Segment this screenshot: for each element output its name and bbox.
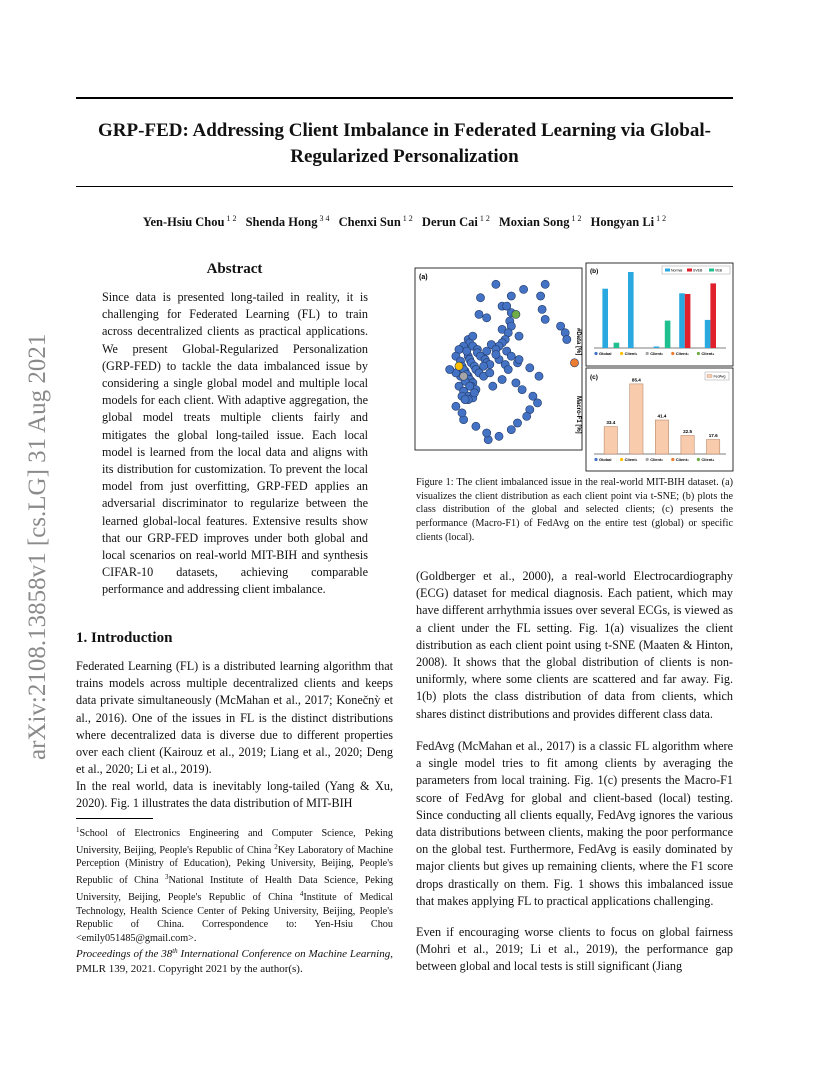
bar [604,427,617,454]
category-marker [594,458,597,461]
scatter-point [507,352,515,360]
category-label: Client₂ [650,351,664,356]
footnote-rule [76,818,153,819]
scatter-point [458,409,466,417]
scatter-point [495,432,503,440]
paragraph: Federated Learning (FL) is a distributed learning algorithm that trains models across multiple decentralized clients and keeps data private simultaneously (McMahan et al., 2017; Konečnỳ et al., 2016). One of the issues in FL is the distinct distributions where decentralized data is diverse due to different properties over each client (Kairouz et al., 2019; Liang et al., 2020; Deng et al., 2020; Li et al., 2019). [76,659,393,777]
paragraph: In the real world, data is inevitably long-tailed (Yang & Xu, 2020). Fig. 1 illustrates the data distribution of MIT-BIH [76,779,393,811]
scatter-plot [446,280,579,444]
author-list [76,214,733,230]
data-label: 33.4 [606,420,616,426]
category-label: Client₁ [624,351,638,356]
panel-b-label: (b) [590,268,599,275]
scatter-point [541,315,549,323]
figure-1 [414,258,734,472]
scatter-point [523,412,531,420]
bar [705,320,711,348]
author: Shenda Hong $^{3 4}$ [245,214,330,229]
scatter-point [470,389,478,397]
scatter-point [486,369,494,377]
scatter-point [515,332,523,340]
scatter-point [507,426,515,434]
figure-caption: Figure 1: The client imbalanced issue in the real-world MIT-BIH dataset. (a) visualizes the client distribution as each client point via t-SNE; (b) plots the class distribution of the global and selected clients; (c) presents the performance (Macro-F1) of FedAvg on the entire test (global) or specific clients (local). [416,477,733,543]
author: Derun Cai $^{1 2}$ [421,214,490,229]
paragraph: FedAvg (McMahan et al., 2017) is a classic FL algorithm where a single model tries to fit among clients by averaging the parameters from local training. Fig. 1(c) presents the Macro-F1 score of FedAvg for global and client-based (local) testing. Since conducting all clients equally, FedAvg ignores the various data distributions between clients, making the poor performance on the global test. Furthermore, FedAvg is easily dominated by major clients but gives up remaining clients, where the F1 score drops drastically on them. Fig. 1 shows this imbalanced issue that makes applying FL to practical applications challenging. [416,739,733,908]
legend-swatch [709,269,714,272]
data-label: 22.5 [683,429,693,434]
scatter-point [483,429,491,437]
category-label: Client₂ [650,457,664,462]
panel-b-legend [662,266,730,274]
scatter-point [512,379,520,387]
scatter-point [469,332,477,340]
category-marker [620,352,623,355]
scatter-point [570,359,578,367]
panel-c-y-axis-label: Macro-F1 [%] [575,396,581,434]
legend-swatch [707,375,712,378]
bar [628,272,634,348]
category-label: Client₃ [675,457,689,462]
scatter-point [518,386,526,394]
category-marker [620,458,623,461]
figure-1-graphic [414,258,734,472]
data-label: 85.4 [631,377,641,383]
bar [614,343,620,348]
data-label: 17.6 [708,433,718,438]
scatter-point [489,382,497,390]
legend-label: VEB [715,268,723,273]
legend-label: SVEB [693,268,703,273]
bar [681,436,694,455]
scatter-point [455,362,463,370]
category-marker [697,458,700,461]
author: Yen-Hsiu Chou $^{1 2}$ [142,214,237,229]
scatter-point [472,422,480,430]
bar [679,293,685,348]
legend-swatch [687,269,692,272]
scatter-point [515,355,523,363]
scatter-point [476,294,484,302]
affiliations-footnote: $^1$School of Electronics Engineering and Computer Science, Peking University, Beijing, People's Republic of China $^2$Key Laboratory of Machine Perception (Ministry of Education), Peking University, Beijing, People's Republic of China $^3$National Institute of Health Data Science, Peking University, Beijing, People's Republic of China $^4$Institute of Medical Technology, Health Science Center of Peking University, Beijing, People's Republic of China. Correspondence to: Yen-Hsiu Chou <emily051485@gmail.com>. [76,826,393,944]
scatter-point [537,292,545,300]
panel-c-label: (c) [590,374,598,381]
bar [654,347,660,349]
scatter-point [535,372,543,380]
abstract-text: Since data is presented long-tailed in reality, it is challenging for Federated Learning (FL) to train across decentralized clients as practical applications. We present Global-Regularized Personalization (GRP-FED) to tackle the data imbalanced issue by considering a single global model and multiple local models for each client. With adaptive aggregation, the global model treats multiple clients fairly and mitigates the global long-tailed issue. Each local model is learned from the local data and aligns with its distribution for customization. To prevent the local model from just overfitting, GRP-FED applies an adversarial discriminator to regularize between the learned global-local features. Extensive results show that our GRP-FED improves under both global and local scenarios on real-world MIT-BIH and synthesis CIFAR-10 datasets, achieving comparable performance and addressing client imbalance. [102,290,368,597]
scatter-point [507,292,515,300]
proceedings-note: Proceedings of the 38th International Conference on Machine Learning, PMLR 139, 2021. Copyright 2021 by the author(s). [76,947,393,975]
bar [630,384,643,454]
panel-b-y-axis-label: #Data [%] [575,328,581,356]
scatter-point [480,362,488,370]
title-rule-bottom [76,186,733,187]
scatter-point [492,280,500,288]
bar [665,321,671,348]
category-marker [594,352,597,355]
paragraph: (Goldberger et al., 2000), a real-world Electrocardiography (ECG) dataset for medical diagnosis. Each patient, which may have different arrhythmia issues over several ECGs, is viewed as a client under the FL setting. Fig. 1(a) visualizes the client distribution as each client point using t-SNE (Maaten & Hinton, 2008). It shows that the global distribution of clients is non-uniformly, where some clients are scattered and far away. Fig. 1(b) plots the class distribution of data from clients, which shares distinct distributions and provides different class data. [416,569,733,721]
scatter-point [520,285,528,293]
paragraph: Even if encouraging worse clients to focus on global fairness (Mohri et al., 2019; Li et al., 2019), the performance gap between global and local tests is still significant (Jiang [416,925,733,974]
scatter-point [512,310,520,318]
legend-swatch [665,269,670,272]
author: Moxian Song $^{1 2}$ [498,214,582,229]
scatter-point [475,310,483,318]
category-label: Client₃ [675,351,689,356]
category-label: Global [599,457,612,462]
scatter-point [483,314,491,322]
category-marker [671,458,674,461]
scatter-point [452,402,460,410]
scatter-point [498,375,506,383]
bar [655,420,668,454]
scatter-point [533,399,541,407]
category-label: Global [599,351,612,356]
scatter-point [563,335,571,343]
category-label: Client₁ [624,457,638,462]
category-marker [671,352,674,355]
title-rule-top [76,97,733,99]
scatter-point [538,305,546,313]
legend-label: FedAvg [713,374,726,379]
scatter-point [526,364,534,372]
bar [685,294,691,348]
panel-c-legend [705,372,729,380]
arxiv-identifier[interactable]: arXiv:2108.13858v1 [cs.LG] 31 Aug 2021 [24,333,51,760]
bar [707,440,720,455]
scatter-point [460,372,468,380]
scatter-point [504,365,512,373]
scatter-point [541,280,549,288]
bar [710,283,716,348]
data-label: 41.4 [657,413,667,419]
category-marker [646,458,649,461]
section-heading-introduction: 1. Introduction [76,630,173,646]
scatter-point [463,347,471,355]
panel-b-bars [594,272,726,356]
scatter-point [492,350,500,358]
scatter-point [461,396,469,404]
scatter-point [513,419,521,427]
legend-label: Normal [671,268,683,273]
bar [602,289,608,348]
category-label: Client₄ [701,351,715,356]
abstract-heading: Abstract [206,261,263,277]
scatter-point [446,365,454,373]
panel-a-label: (a) [419,274,428,281]
author: Chenxi Sun $^{1 2}$ [338,214,413,229]
category-marker [646,352,649,355]
author: Hongyan Li $^{1 2}$ [590,214,667,229]
category-marker [697,352,700,355]
category-label: Client₄ [701,457,715,462]
paper-title: GRP-FED: Addressing Client Imbalance in Federated Learning via Global-Regularized Personalization [98,120,711,167]
